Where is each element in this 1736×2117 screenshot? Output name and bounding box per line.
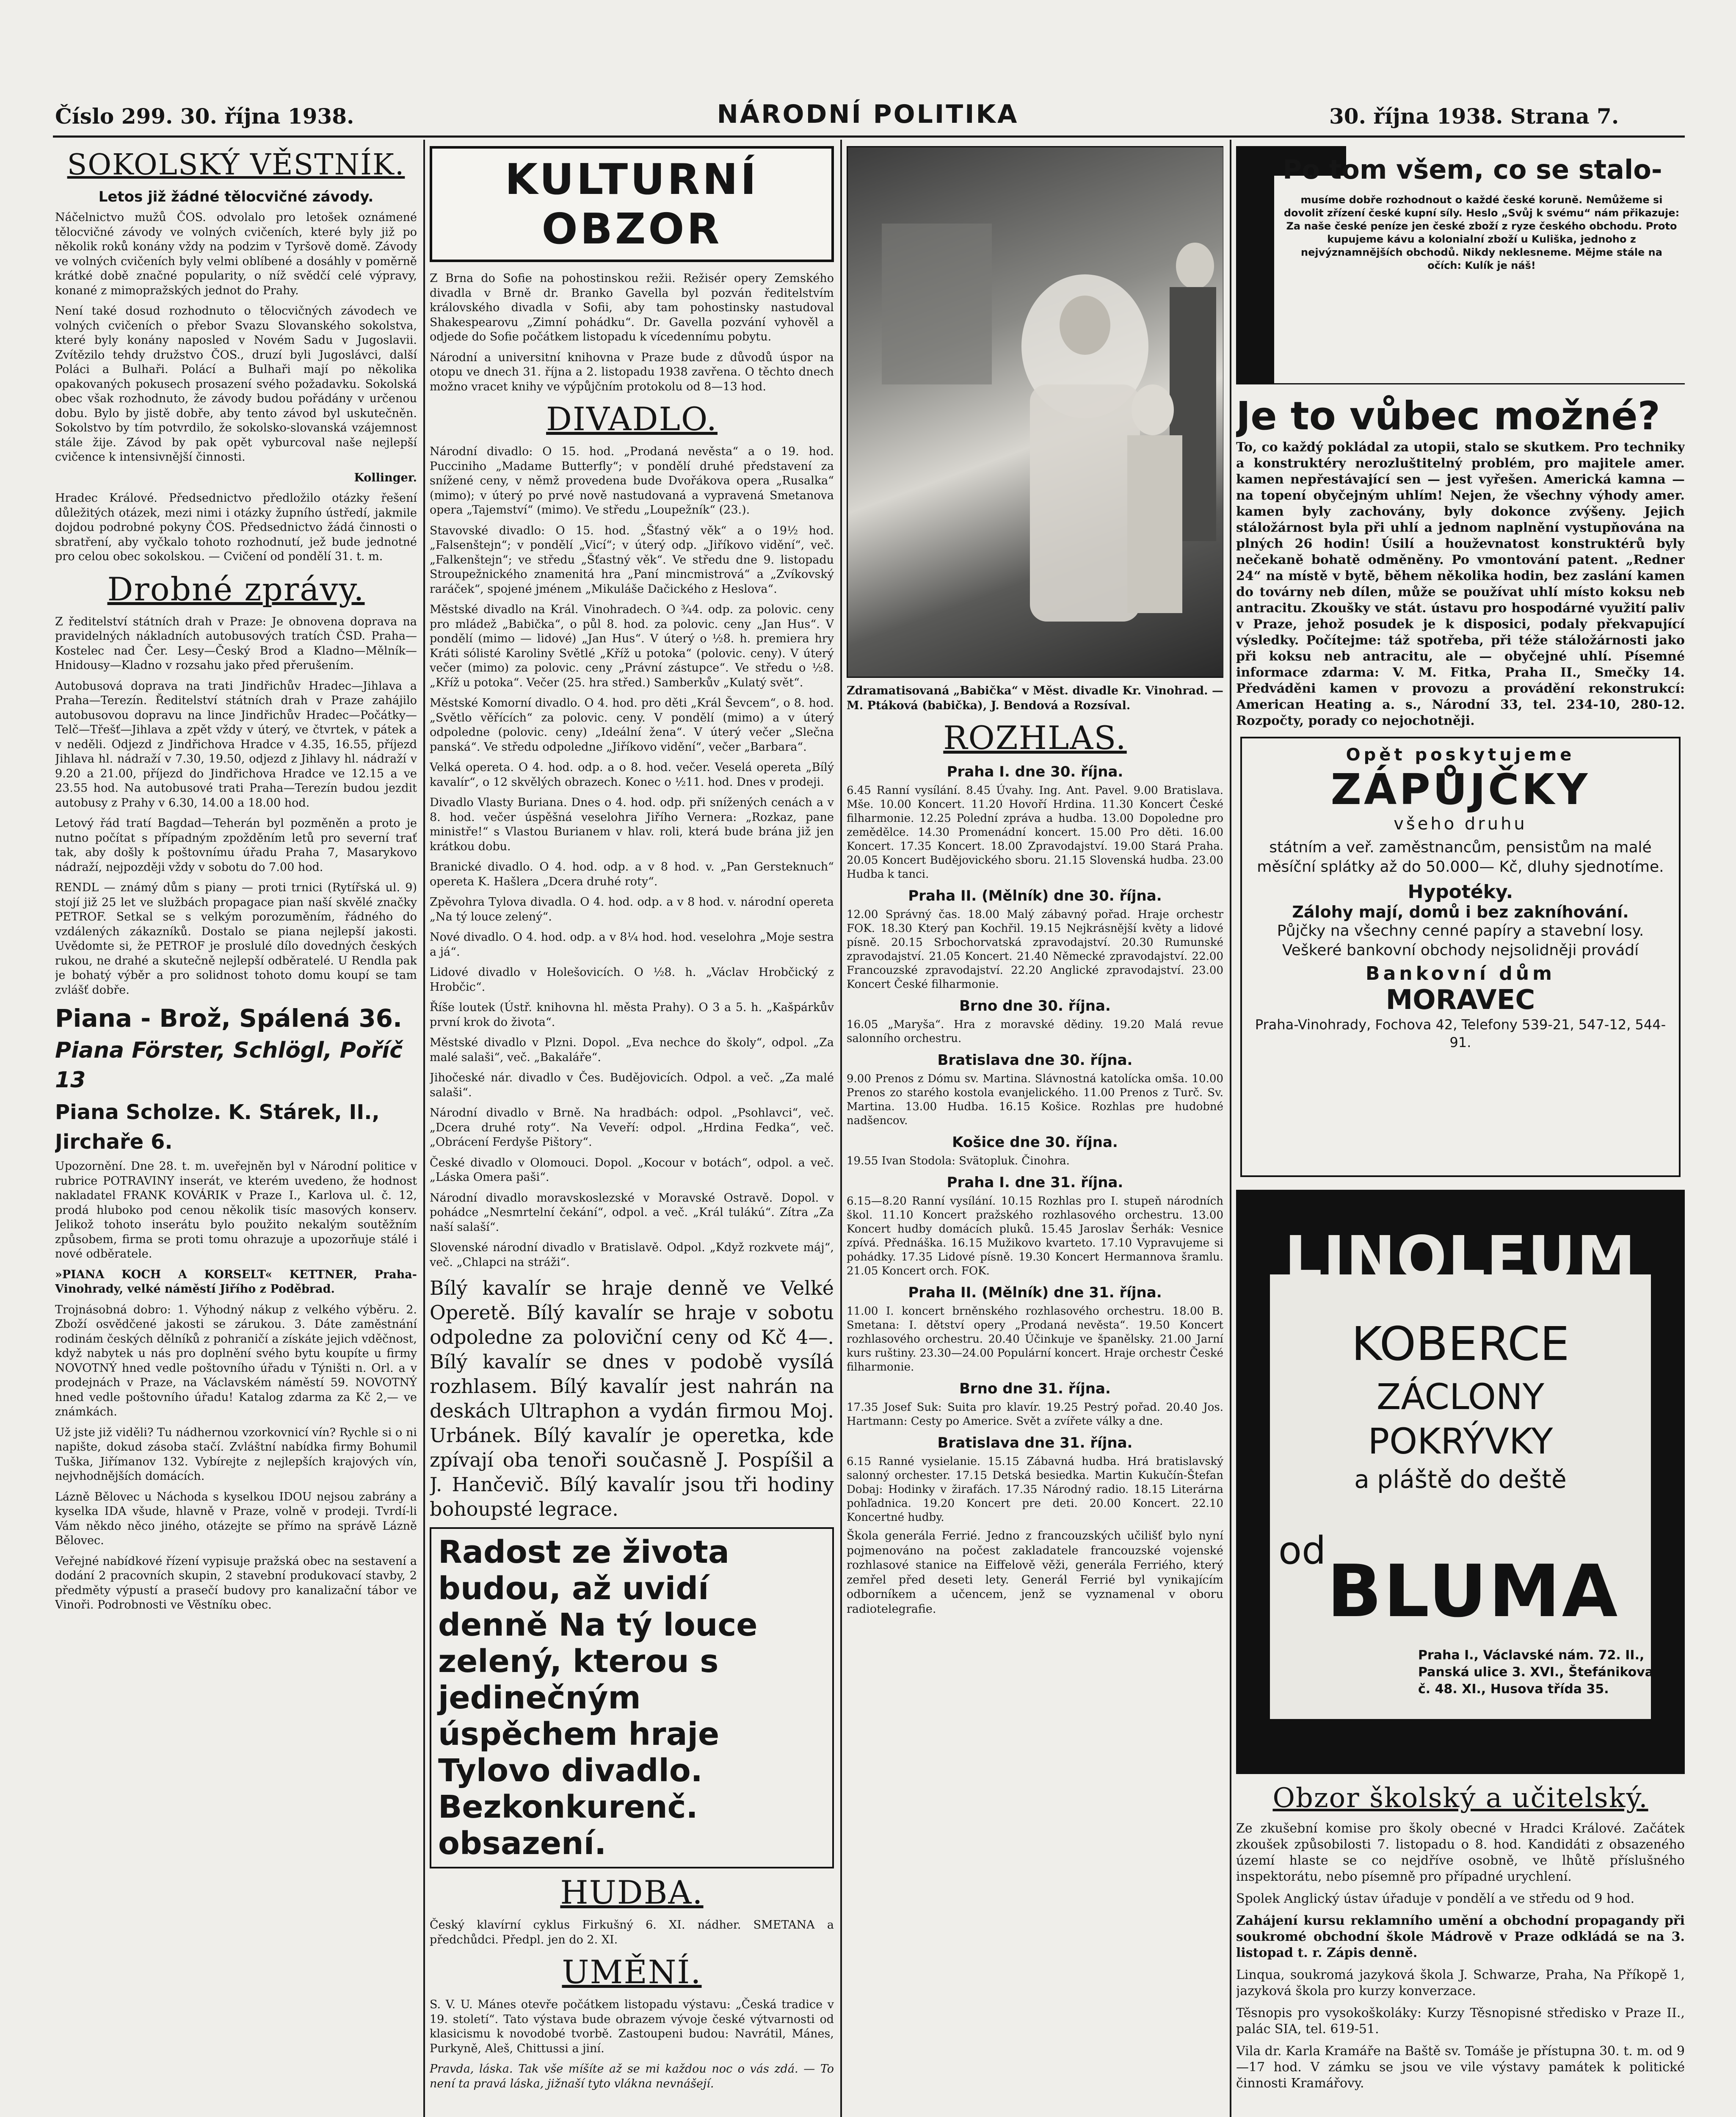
ad-moravec (1240, 737, 1681, 1177)
radio-day-heading: Košice dne 30. října. (952, 1134, 1118, 1151)
news-item: Už jste již viděli? Tu nádhernou vzorkovnicí vín? Rychle si o ni napište, dokud zásoba stačí. Zvláštní nabídka firmy Bohumil Tuška, Jiřímanov 132. Vybírejte z nejlepších krajových vín, nejvhodnějších domácích. (55, 1426, 417, 1483)
article-paragraph: Náčelnictvo mužů ČOS. odvolalo pro letošek oznámené tělocvičné závody ve volných cvičeních, které byly již po několik roků konány vždy na podzim v Tyršově domě. Závody ve volných cvičeních byly velmi oblíbené a dosáhly v poměrně krátké době značné popularity, o níž svědčí celé výpravy, konané z mimopražských jednot do Prahy. (55, 211, 417, 297)
radio-day-heading: Praha I. dne 31. října. (947, 1174, 1123, 1191)
section-title-divadlo: DIVADLO. (546, 400, 718, 438)
radio-day-program: 11.00 I. koncert brněnského rozhlasového orchestru. 18.00 B. Smetana: I. dětství opery „Prodaná nevěsta“. 19.50 Koncert rozhlasového orchestru. 20.40 Účinkuje ve španělsky. 21.00 Jarní kurs ruštiny. 23.30—24.00 Populární koncert. Hraje orchestr České filharmonie. (847, 1305, 1223, 1374)
news-item: Letový řád tratí Bagdad—Teherán byl pozměněn a proto je nutno počítat s případným zpožděním letů pro severní trať tak, aby došly k poštovnímu úřadu Praha 7, Masarykovo nádraží, nejpozději vždy v sobotu do 7.00 hod. (55, 817, 417, 874)
theatre-item: Branické divadlo. O 4. hod. odp. a v 8 hod. v. „Pan Gersteknuch“ opereta K. Hašlera „Dcera druhé roty“. (430, 860, 834, 888)
theatre-item: Městské divadlo na Král. Vinohradech. O ¾4. odp. za polovic. ceny pro mládež „Babička“, o půl 8. hod. za polovic. ceny „Jan Hus“. V pondělí (mimo — lidové) „Jan Hus“. V úterý o ½8. h. premiera hry Kráti sólisté Karoliny Světlé „Kříž u potoka“ (polovic. ceny). V úterý večer (mimo) za polovic. ceny „Právní zástupce“. Ve středu o ½8. „Kříž u potoka“. Večer (25. hra střed.) Samberkův „Kulatý svět“. (430, 603, 834, 689)
ad-kulik-text: musíme dobře rozhodnout o každé české koruně. Nemůžeme si dovolit zřízení české kupní síly. Heslo „Svůj k svému“ nám přikazuje: Za naše české peníze jen české zboží z ryze českého obchodu. Proto kupujeme kávu a kolonialní zboží u Kuliška, jednoho z nejvýznamnějších obchodů. Nikdy neklesneme. Mějme stále na očích: Kulík je náš! (1283, 194, 1680, 271)
radio-day-heading: Praha I. dne 30. října. (947, 763, 1123, 780)
news-item: Veřejné nabídkové řízení vypisuje pražská obec na sestavení a dodání 2 pracovních skupin, 2 stavební produkovací stavby, 2 předměty výpustí a prasečí budovy pro kanalizační tábor ve Vinoři. Podrobnosti ve Věstníku obec. (55, 1554, 417, 1611)
photo-caption: Zdramatisovaná „Babička“ v Měst. divadle Kr. Vinohrad. — M. Ptáková (babička), J. Bendová a Rozsíval. (847, 684, 1223, 712)
ad-moravec-hypoteky: Hypotéky. (1408, 881, 1513, 903)
ad-bluma-koberce: KOBERCE (1351, 1317, 1570, 1371)
tylovo-divadlo-ad (430, 1527, 834, 1868)
ad-bluma-plaste: a pláště do deště (1354, 1465, 1567, 1494)
radio-day-program: 6.45 Ranní vysílání. 8.45 Úvahy. Ing. Ant. Pavel. 9.00 Bratislava. Mše. 10.00 Koncert. 11.20 Hovoří Hrdina. 11.30 Koncert České filharmonie. 12.25 Polední zpráva a hudba. 13.00 Dopoledne pro zemědělce. 14.30 Promenádní koncert. 15.00 Pro děti. 16.00 Koncert. 17.35 Koncert. 18.00 Zpravodajství. 19.00 Stará Praha. 20.05 Koncert Budějovického sboru. 21.15 Slovenská hudba. 23.00 Hudba k tanci. (847, 784, 1223, 881)
section-title-hudba: HUDBA. (560, 1874, 704, 1911)
news-item: Z ředitelství státních drah v Praze: Je obnovena doprava na pravidelných nákladních autobusových tratích ČSD. Praha—Kostelec nad Čer. Lesy—Český Brod a Kladno—Mělník—Hnidousy—Kladno v rozsahu jako před přerušením. (55, 615, 417, 672)
radio-day-heading: Brno dne 31. října. (959, 1380, 1111, 1397)
radio-day-heading: Praha II. (Mělník) dne 30. října. (908, 887, 1162, 904)
section-title-sokolsky: SOKOLSKÝ VĚSTNÍK. (67, 148, 405, 182)
column-rule (423, 140, 425, 2117)
page-header-right: 30. října 1938. Strana 7. (1329, 104, 1619, 129)
column-rule (840, 140, 842, 2117)
ad-moravec-sub: všeho druhu (1394, 814, 1527, 834)
article-paragraph: Není také dosud rozhodnuto o tělocvičných závodech ve volných cvičeních o přebor Svazu Slovanského sokolstva, které byly konány naposled v Novém Sadu v Jugoslavii. Zvítězilo tehdy družstvo ČOS., druzí byli Jugoslávci, další Poláci a Bulhaři. Polácí a Bulhaři mají po několika opakovaných pokusech prosazení svého požadavku. Sokolská obec však rozhodnuto, že závody budou pořádány v určenou dobu. Bylo by jistě dobře, aby tento závod byl uskutečněn. Sokolstvo by tím potvrdilo, že sokolsko-slovanská vzájemnost stále žije. Závod by pak opět vyburcoval naše nejlepší cvičence k intensivnější činnosti. (55, 304, 417, 464)
article-paragraph: Hradec Králové. Předsednictvo předložilo otázky řešení důležitých otázek, mezi nimi i otázky župního ústředí, jakmile dojdou podrobné pokyny ČOS. Předsednictvo žádá činnosti o sbratření, aby vyčkalo tohoto rozhodnutí, jež bude jednotné pro celou obec sokolskou. — Cvičení od pondělí 31. t. m. (55, 492, 417, 563)
masthead: NÁRODNÍ POLITIKA (717, 99, 1019, 129)
school-item: Vila dr. Karla Kramáře na Baště sv. Tomáše je přístupna 30. t. m. od 9—17 hod. V zámku se jsou ve vile výstavy památek k politické činnosti Kramářovy. (1236, 2044, 1685, 2091)
news-item: Upozornění. Dne 28. t. m. uveřejněn byl v Národní politice v rubrice POTRAVINY inserát, ve kterém uvedeno, že hodnost nakladatel FRANK KOVÁRIK v Praze I., Karlova ul. č. 12, prodá hluboko pod cenou několik tisíc masových konserv. Jelikož tohoto inserátu bylo použito nekalým soutěžním způsobem, firma se proti tomu ohrazuje a upozorňuje stálé i nové odběratele. (55, 1160, 417, 1260)
column-ads (1236, 146, 1685, 2117)
page-header-left: Číslo 299. 30. října 1938. (55, 104, 354, 129)
theatre-item: Říše loutek (Ústř. knihovna hl. města Prahy). O 3 a 5. h. „Kašpárkův první krok do života“. (430, 1001, 834, 1029)
radio-day-program: 19.55 Ivan Stodola: Svätopluk. Činohra. (847, 1155, 1070, 1167)
school-item: Spolek Anglický ústav úřaduje v pondělí a ve středu od 9 hod. (1236, 1891, 1635, 1906)
theatre-item: Lidové divadlo v Holešovicích. O ½8. h. „Václav Hrobčický z Hrobčic“. (430, 966, 834, 994)
ad-moravec-obchody: Veškeré bankovní obchody nejsolidněji provádí (1282, 942, 1639, 959)
ad-piano-scholze: Piana Scholze. K. Stárek, II., Jirchaře 6. (55, 1100, 380, 1154)
theatre-item: Stavovské divadlo: O 15. hod. „Šťastný věk“ a o 19½ hod. „Falsenštejn“; v pondělí „Vicí“; v úterý odp. „Jiříkovo vidění“, več. „Falkenštejn“; ve středu „Šťastný věk“. Ve středu dne 9. listopadu Stroupežnického znamenitá hra „Paní mincmistrová“ a „Zvíkovský raráček“, spojené jménem „Mikuláše Dačického z Heslova“. (430, 524, 834, 596)
theatre-item: Národní divadlo moravskoslezské v Moravské Ostravě. Dopol. v pohádce „Nesmrtelní čekání“, odpol. a več. „Král tulákú“. Zítra „Za naší salaší“. (430, 1191, 834, 1234)
ad-piano-forster: Piana Förster, Schlögl, Poříč 13 (55, 1038, 403, 1093)
ad-bluma-name: BLUMA (1327, 1550, 1620, 1633)
ad-moravec-zalohy: Zálohy mají, domů i bez zakníhování. (1292, 903, 1629, 921)
section-title-umeni: UMĚNÍ. (562, 1953, 702, 1991)
school-item: Ze zkušební komise pro školy obecné v Hradci Králové. Začátek zkoušek způsobilosti 7. listopadu o 8. hod. Kandidáti z obsazeného území hlaste se co nejdříve osobně, ve lhůtě příslušného inspektorátu, nebo písemně pro případné urychlení. (1236, 1821, 1685, 1884)
school-item: Linqua, soukromá jazyková škola J. Schwarze, Praha, Na Příkopě 1, jazyková škola pro kurzy konverzace. (1236, 1968, 1685, 1998)
art-item: S. V. U. Mánes otevře počátkem listopadu výstavu: „Česká tradice v 19. století“. Tato výstava bude obrazem vývoje české výtvarnosti od klasicismu k novodobé tvorbě. Zastoupeni budou: Navrátil, Mánes, Purkyně, Aleš, Chittussi a jiní. (430, 1998, 834, 2055)
news-item: Lázně Bělovec u Náchoda s kyselkou IDOU nejsou zabrány a kyselka IDA všude, hlavně v Praze, volně v prodeji. Tvrdí-li Vám někdo něco jiného, otázejte se přímo na správě Lázně Bělovec. (55, 1490, 417, 1547)
theatre-item: Národní divadlo v Brně. Na hradbách: odpol. „Psohlavci“, več. „Dcera druhé roty“. Na Veveří: odpol. „Hrdina Fedka“, več. „Obrácení Ferdyše Pištory“. (430, 1106, 834, 1149)
kulturni-obzor-banner: KULTURNÍ OBZOR (430, 146, 834, 262)
ad-bluma-address: Praha I., Václavské nám. 72. II., Panská ulice 3. XVI., Štefánikova č. 48. XI., Husova třída 35. (1418, 1648, 1654, 1697)
section-title-drobne: Drobné zprávy. (107, 570, 365, 608)
school-item: Zahájení kursu reklamního umění a obchodní propagandy při soukromé obchodní škole Mádrově v Praze odkládá se na 3. listopad t. r. Zápis denně. (1236, 1913, 1685, 1960)
bily-kavalir-ad: Bílý kavalír se hraje denně ve Velké Operetě. Bílý kavalír se hraje v sobotu odpoledne za poloviční ceny od Kč 4—. Bílý kavalír se dnes v podobě vysílá rozhlasem. Bílý kavalír jest nahrán na deskách Ultraphon a vydán firmou Moj. Urbánek. Bílý kavalír je operetka, kde zpívají oba tenoři současně J. Pospíšil a J. Hančevič. Bílý kavalír jsou tři hodiny bohoupsté legrace. (430, 1277, 834, 1520)
ad-moravec-tagline: Opět poskytujeme (1346, 745, 1575, 765)
ad-moravec-pujcky: Půjčky na všechny cenné papíry a stavební losy. (1277, 922, 1644, 940)
tylovo-divadlo-headline: Radost ze života budou, až uvidí denně Na tý louce zelený, kterou s jedinečným úspěchem hraje Tylovo divadlo. Bezkonkurenč. obsazení. (438, 1534, 758, 1862)
column-rule (1230, 140, 1231, 2117)
ad-moravec-name: MORAVEC (1385, 984, 1535, 1016)
ad-moravec-bank: Bankovní dům (1366, 963, 1555, 984)
ad-moravec-address: Praha-Vinohrady, Fochova 42, Telefony 539-21, 547-12, 544-91. (1255, 1017, 1666, 1050)
radio-day-heading: Bratislava dne 31. října. (937, 1434, 1133, 1451)
ad-kamna-title: Je to vůbec možné? (1236, 393, 1661, 439)
article-signature: Kollinger. (354, 471, 417, 484)
header-rule (53, 135, 1685, 138)
ad-kulik-bar (1236, 146, 1274, 383)
radio-day-heading: Bratislava dne 30. října. (937, 1052, 1133, 1069)
theatre-item: Jihočeské nár. divadlo v Čes. Budějovicích. Odpol. a več. „Za malé salaši“. (430, 1071, 834, 1099)
radio-day-program: 17.35 Josef Suk: Suita pro klavír. 19.25 Pestrý pořad. 20.40 Jos. Hartmann: Cesty po Americe. Svět a zvířete války a dne. (847, 1401, 1223, 1428)
ad-bluma (1236, 1190, 1685, 1774)
ad-kulik (1236, 146, 1685, 384)
pravda-notice: Pravda, láska. Tak vše míšíte až se mi každou noc o vás zdá. — To není ta pravá láska, jižnaší tyto vlákna nevnášejí. (430, 2062, 834, 2090)
news-item: Autobusová doprava na trati Jindřichův Hradec—Jihlava a Praha—Terezín. Ředitelství státních drah v Praze zahájilo autobusovou dopravu na lince Jindřichův Hradec—Počátky—Telč—Třešť—Jihlava a zpět vždy v úterý, ve čtvrtek, v pátek a v neděli. Odjezd z Jindřichova Hradce v 4.35, 16.55, příjezd Jihlava hl. nádraží v 7.30, 19.50, odjezd z Jihlavy hl. nádraží v 9.20 a 21.00, příjezd do Jindřichova Hradce ve 12.15 a ve 23.55 hod. Na autobusové trati Praha—Terezín budou jezdit autobusy z Prahy v 6.30, 14.00 a 18.00 hod. (55, 679, 417, 810)
radio-day-program: 16.05 „Maryša“. Hra z moravské dědiny. 19.20 Malá revue salonního orchestru. (847, 1018, 1223, 1045)
news-item: »PIANA KOCH A KORSELT« KETTNER, Praha-Vinohrady, velké náměstí Jiřího z Poděbrad. (55, 1268, 417, 1296)
ad-bluma-zaclony: ZÁCLONY (1376, 1376, 1545, 1418)
news-item: Trojnásobná dobro: 1. Výhodný nákup z velkého výběru. 2. Zboží osvědčené jakosti se zárukou. 3. Dáte zaměstnání rodinám českých dělníků z pohraničí a získáte jejich vděčnost, když nabytek u nás pro doplnění svého bytu koupíte u firmy NOVOTNÝ hned vedle poštovního úřadu v Týništi n. Orl. a v prodejnách v Praze, na Václavském náměstí 59. NOVOTNÝ hned vedle poštovního úřadu! Katalog zdarma za Kč 2,— ve známkách. (55, 1303, 417, 1418)
theatre-item: Nové divadlo. O 4. hod. odp. a v 8¼ hod. hod. veselohra „Moje sestra a já“. (430, 931, 834, 959)
radio-day-heading: Praha II. (Mělník) dne 31. října. (908, 1284, 1162, 1301)
theatre-photo (847, 146, 1223, 678)
radio-day-program: 6.15 Ranné vysielanie. 15.15 Zábavná hudba. Hrá bratislavský salonný orchester. 17.15 Detská besiedka. Martin Kukučín-Štefan Dobaj: Hodinky v žirafách. 17.35 Národný radio. 18.15 Literárna pohľadnica. 19.20 Koncert pre deti. 20.00 Koncert. 22.10 Koncertné hudby. (847, 1455, 1223, 1524)
theatre-item: Slovenské národní divadlo v Bratislavě. Odpol. „Když rozkvete máj“, več. „Chlapci na stráži“. (430, 1241, 834, 1269)
theatre-item: Velká opereta. O 4. hod. odp. a o 8. hod. večer. Veselá opereta „Bílý kavalír“, o 12 skvělých obrazech. Konec o ½11. hod. Dnes v prodeji. (430, 761, 834, 789)
ad-piano-broz: Piana - Brož, Spálená 36. (55, 1004, 403, 1033)
theatre-item: Městské divadlo v Plzni. Dopol. „Eva nechce do školy“, odpol. „Za malé salaši“, več. „Bakaláře“. (430, 1036, 834, 1064)
theatre-item: Městské Komorní divadlo. O 4. hod. pro děti „Král Ševcem“, o 8. hod. „Světlo věřících“ za polovic. ceny. V pondělí (mimo) a v úterý odpoledne (polovic. ceny) „Ideální žena“. V úterý večer „Slečna panská“. Ve středu odpoledne „Jiříkovo vidění“, večer „Barbara“. (430, 696, 834, 754)
music-item: Český klavírní cyklus Firkušný 6. XI. nádher. SMETANA a předchůdci. Předpl. jen do 2. XI. (430, 1918, 834, 1946)
radio-day-heading: Brno dne 30. října. (959, 998, 1111, 1014)
ad-moravec-text: státním a veř. zaměstnancům, pensistům na malé měsíční splátky až do 50.000— Kč, dluhy sjednotíme. (1257, 839, 1664, 876)
theatre-item: České divadlo v Olomouci. Dopol. „Kocour v botách“, odpol. a več. „Láska Omera paši“. (430, 1156, 834, 1184)
article-heading: Letos již žádné tělocvičné závody. (98, 188, 374, 205)
theatre-item: Národní divadlo: O 15. hod. „Prodaná nevěsta“ a o 19. hod. Pucciniho „Madame Butterfly“; v pondělí druhé představení za snížené ceny, v němž provedena bude Dvořákova opera „Rusalka“ (mimo); v úterý po prvé nově nastudovaná a vypravená Smetanova opera „Tajemství“ (mimo). Ve středu „Loupežník“ (23.). (430, 445, 834, 517)
culture-item: Národní a universitní knihovna v Praze bude z důvodů úspor na otopu ve dnech 31. října a 2. listopadu 1938 zavřena. O těchto dnech možno vracet knihy ve výpůjčním protokolu od 8—13 hod. (430, 351, 834, 393)
radio-day-program: 6.15—8.20 Ranní vysílání. 10.15 Rozhlas pro I. stupeň národních škol. 11.10 Koncert pražského rozhlasového orchestru. 13.00 Koncert hudby domácích pluků. 15.45 Jaroslav Šerhák: Vesnice zpívá. Přednáška. 16.15 Mužikovo kvarteto. 17.10 Vypravujeme si pohádky. 17.35 Lidové písně. 19.30 Koncert Hermannova šramlu. 21.05 Koncert orch. FOK. (847, 1195, 1223, 1277)
column-rozhlas (847, 146, 1223, 2117)
ad-bluma-od: od (1278, 1528, 1326, 1573)
theatre-item: Zpěvohra Tylova divadla. O 4. hod. odp. a v 8 hod. v. národní opereta „Na tý louce zelený“. (430, 895, 834, 923)
news-item: RENDL — známý dům s piany — proti trnici (Rytířská ul. 9) stojí již 25 let ve službách propagace pian naší skvělé značky PETROF. Setkal se s velkým porozuměním, řádného do vzdálených zákazníků. Dostalo se piana nejlepší jakosti. Uvědomte si, že PETROF je proslulé dílo dovedných českých rukou, ne drahé a skutečně nejlepší odběratelé. U Rendla pak je bohatý výběr a pro solidnost tohoto domu koupí se tam zvlášť dobře. (55, 881, 417, 997)
ad-kamna-text: To, co každý pokládal za utopii, stalo se skutkem. Pro techniky a konstruktéry nerozluštitelný problém, pro majitele amer. kamen nepřestávající sen — jest vyřešen. Americká kamna — na topení obyčejným uhlím! Nejen, že všechny výhody amer. kamen byly zachovány, byly dokonce zvýšeny. Jejich stáložárnost byla při uhlí a jednom naplnění vystupňována na plných 26 hodin! Úsilí a houževnatost konstruktérů byly nečekaně bohatě odměněny. Po vmontování patent. „Redner 24“ na místě v bytě, během několika hodin, bez zaslání kamen do továrny neb dílen, může se používat uhlí místo koksu neb antracitu. Zkoušky ve stát. ústavu pro hospodárné využití paliv v Praze, jehož posudek je k disposici, podaly překvapující výsledky. Počítejme: táž spotřeba, při téže stáložárnosti jako při koksu neb antracitu, ale — obyčejné uhlí. Písemné informace zdarma: V. M. Fitka, Praha II., Smečky 14. Předváděni kamen v provozu a provádění rekonstrukcí: American Heating a. s., Národní 33, tel. 234-10, 280-12. Rozpočty, porady co nejochotněji. (1236, 440, 1685, 728)
radio-day-program: 12.00 Správný čas. 18.00 Malý zábavný pořad. Hraje orchestr FOK. 18.30 Který pan Kochřil. 19.15 Nejkrásnější květy a lidové písně. 20.15 Srbochorvatská zpravodajství. 20.30 Rumunské zpravodajství. 21.05 Koncert. 21.40 Německé zpravodajství. 22.00 Francouzské zpravodajství. 22.20 Anglické zpravodajství. 23.00 Koncert České filharmonie. (847, 908, 1223, 991)
ad-bluma-pokryvky: POKRÝVKY (1368, 1421, 1553, 1462)
section-title-obzor: Obzor školský a učitelský. (1272, 1783, 1648, 1814)
radio-day-program: 9.00 Prenos z Dómu sv. Martina. Slávnostná katolícka omša. 10.00 Prenos zo starého kostola evanjelického. 11.00 Prenos z Turč. Sv. Martina. 13.00 Hudba. 16.15 Košice. Rozhlas pre hudobné nadšencov. (847, 1072, 1223, 1127)
ferrie-article: Škola generála Ferrié. Jedno z francouzských učilišť bylo nyní pojmenováno na počest zakladatele francouzské vojenské rozhlasové stanice na Eiffelově věži, generála Ferriého, který zemřel před deseti lety. Generál Ferrié byl vynikajícím odborníkem a učencem, jenž se vyznamenal v oboru radiotelegrafie. (847, 1529, 1223, 1616)
ad-bluma-linoleum: LINOLEUM (1284, 1224, 1637, 1293)
column-kulturni (430, 146, 834, 2117)
column-sokolsky (55, 144, 417, 2117)
ad-moravec-title: ZÁPŮJČKY (1330, 765, 1590, 814)
culture-item: Z Brna do Sofie na pohostinskou režii. Režisér opery Zemského divadla v Brně dr. Branko Gavella byl pozván ředitelstvím královského divadla v Sofii, aby tam pohostinsky nastudoval Shakespearovu „Zimní pohádku“. Dr. Gavella pozvání vyhověl a odjede do Sofie počátkem listopadu k vícedennímu pobytu. (430, 272, 834, 343)
ad-kulik-title: Po tom všem, co se stalo- (1283, 154, 1662, 185)
theatre-item: Divadlo Vlasty Buriana. Dnes o 4. hod. odp. při snížených cenách a v 8. hod. večer úspěšná veselohra Jiřího Vernera: „Rozkaz, pane ministře!“ s Vlastou Burianem v hlav. roli, která bude brána již jen krátkou dobu. (430, 796, 834, 853)
school-item: Těsnopis pro vysokoškoláky: Kurzy Těsnopisné středisko v Praze II., palác SIA, tel. 619-51. (1236, 2006, 1685, 2037)
section-title-rozhlas: ROZHLAS. (943, 719, 1127, 757)
